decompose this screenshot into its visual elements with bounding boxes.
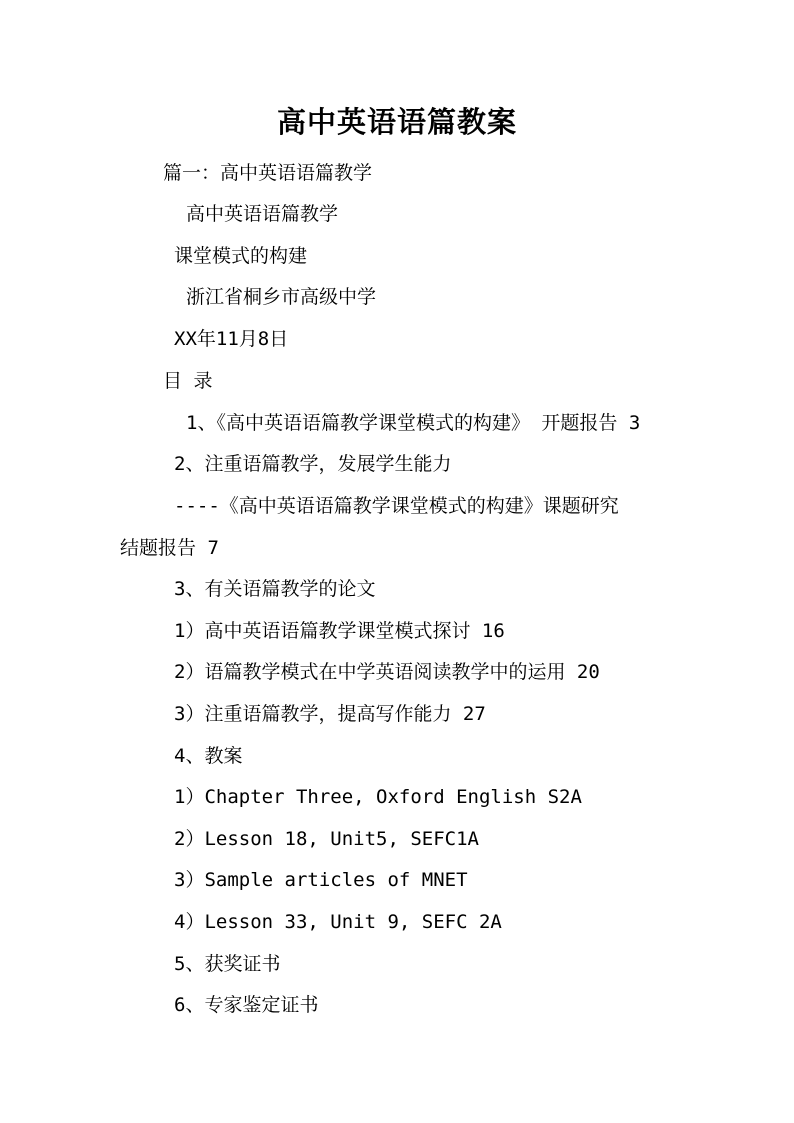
toc-item: 5、获奖证书 <box>174 953 281 975</box>
toc-item: 3、有关语篇教学的论文 <box>174 578 376 600</box>
toc-item: 6、专家鉴定证书 <box>174 994 319 1016</box>
toc-item: ----《高中英语语篇教学课堂模式的构建》课题研究 <box>174 495 619 517</box>
subtitle-line: 高中英语语篇教学 <box>186 203 339 225</box>
toc-item: 2、注重语篇教学，发展学生能力 <box>174 453 452 475</box>
toc-item: 1）Chapter Three, Oxford English S2A <box>174 786 582 808</box>
toc-item: 3）注重语篇教学，提高写作能力 27 <box>174 703 486 725</box>
toc-item: 1、《高中英语语篇教学课堂模式的构建》 开题报告 3 <box>186 412 641 434</box>
toc-item: 4）Lesson 33, Unit 9, SEFC 2A <box>174 911 502 933</box>
toc-heading: 目 录 <box>163 370 213 392</box>
school-name: 浙江省桐乡市高级中学 <box>186 286 377 308</box>
toc-item: 2）Lesson 18, Unit5, SEFC1A <box>174 828 479 850</box>
toc-item: 1）高中英语语篇教学课堂模式探讨 16 <box>174 620 505 642</box>
document-title: 高中英语语篇教案 <box>276 105 517 139</box>
toc-item: 3）Sample articles of MNET <box>174 869 468 891</box>
toc-item: 4、教案 <box>174 745 243 767</box>
toc-item: 结题报告 7 <box>120 537 219 559</box>
section-heading: 篇一：高中英语语篇教学 <box>163 162 373 184</box>
subtitle-line: 课堂模式的构建 <box>174 245 308 267</box>
date-line: XX年11月8日 <box>174 328 289 350</box>
toc-item: 2）语篇教学模式在中学英语阅读教学中的运用 20 <box>174 661 600 683</box>
